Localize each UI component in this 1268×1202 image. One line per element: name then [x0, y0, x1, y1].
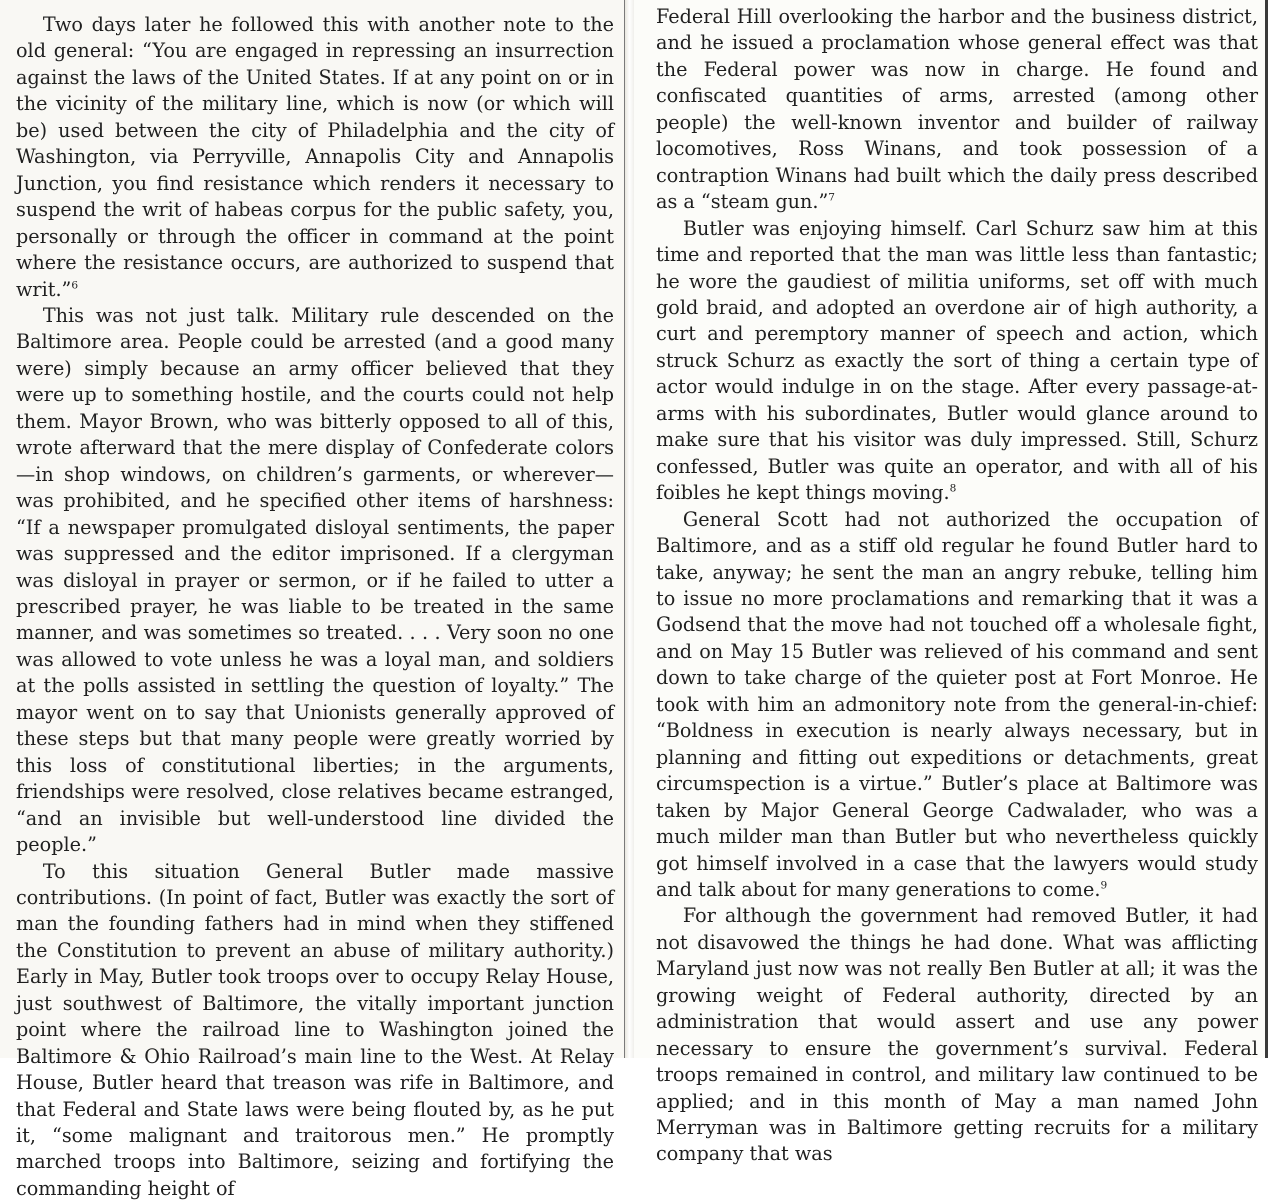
footnote-ref: 7	[828, 192, 835, 204]
paragraph-text: For although the government had removed Butler, it had not disavowed the things he had done. What was afflicting Maryland just now was not really Ben Butler at all; it was the growing weight of Federal authority, directed by an administration that would assert and use any power necessary to ensure the government’s survival. Federal troops remained in control, and military law continued to be applied; and in this month of May a man named John Merryman was in Baltimore getting recruits for a military company that was	[656, 904, 1258, 1165]
paragraph-text: This was not just talk. Military rule descended on the Baltimore area. People could be arrested (and a good many were) simply because an army officer believed that they were up to something hostile, and the courts could not help them. Mayor Brown, who was bitterly opposed to all of this, wrote afterward that the mere display of Confederate colors—in shop windows, on children’s garments, or wherever—was prohibited, and he specified other items of harshness: “If a newspaper promulgated disloyal sentiments, the paper was suppressed and the editor imprisoned. If a clergyman was disloyal in prayer or sermon, or if he failed to utter a prescribed prayer, he was liable to be treated in the same manner, and was sometimes so treated. . . . Very soon no one was allowed to vote unless he was a loyal man, and soldiers at the polls assisted in settling the question of loyalty.” The mayor went on to say that Unionists generally approved of these steps but that many people were greatly worried by this loss of constitutional liberties; in the arguments, friendships were resolved, close relatives became estranged, “and an invisible but well-understood line divided the people.”	[16, 304, 614, 856]
right-page	[634, 0, 1268, 1058]
footnote-ref: 9	[1100, 880, 1107, 892]
paragraph	[656, 507, 1258, 904]
paragraph-text: Federal Hill overlooking the harbor and the business district, and he issued a proclamation whose general effect was that the Federal power was now in charge. He found and confiscated quantities of arms, arrested (among other people) the well-known inventor and builder of railway locomotives, Ross Winans, and took possession of a contraption Winans had built which the daily press described as a “steam gun.”	[656, 5, 1258, 213]
paragraph	[16, 12, 614, 303]
paragraph-text: To this situation General Butler made massive contributions. (In point of fact, Butler was exactly the sort of man the founding fathers had in mind when they stiffened the Constitution to prevent an abuse of military authority.) Early in May, Butler took troops over to occupy Relay House, just southwest of Baltimore, the vitally important junction point where the railroad line to Washington joined the Baltimore & Ohio Railroad’s main line to the West. At Relay House, Butler heard that treason was rife in Baltimore, and that Federal and State laws were being flouted by, as he put it, “some malignant and traitorous men.” He promptly marched troops into Baltimore, seizing and fortifying the commanding height of	[16, 860, 614, 1200]
left-page	[0, 0, 626, 1058]
paragraph	[16, 859, 614, 1202]
footnote-ref: 8	[950, 483, 957, 495]
footnote-ref: 6	[71, 279, 78, 291]
paragraph-text: Butler was enjoying himself. Carl Schurz saw him at this time and reported that the man was little less than fantastic; he wore the gaudiest of militia uniforms, set off with much gold braid, and adopted an overdone air of high authority, a curt and peremptory manner of speech and action, which struck Schurz as exactly the sort of thing a certain type of actor would indulge in on the stage. After every passage-at-arms with his subordinates, Butler would glance around to make sure that his visitor was duly impressed. Still, Schurz confessed, Butler was quite an operator, and with all of his foibles he kept things moving.	[656, 217, 1258, 505]
paragraph	[16, 303, 614, 859]
paragraph-text: General Scott had not authorized the occupation of Baltimore, and as a stiff old regular he found Butler hard to take, anyway; he sent the man an angry rebuke, telling him to issue no more proclamations and remarking that it was a Godsend that the move had not touched off a wholesale fight, and on May 15 Butler was relieved of his command and sent down to take charge of the quieter post at Fort Monroe. He took with him an admonitory note from the general-in-chief: “Boldness in execution is nearly always necessary, but in planning and fitting out expeditions or detachments, great circumspection is a virtue.” Butler’s place at Baltimore was taken by Major General George Cadwalader, who was a much milder man than Butler but who nevertheless quickly got himself involved in a case that the lawyers would study and talk about for many generations to come.	[656, 508, 1258, 901]
paragraph	[656, 216, 1258, 507]
paragraph	[656, 903, 1258, 1168]
paragraph	[656, 4, 1258, 216]
paragraph-text: Two days later he followed this with another note to the old general: “You are engaged in repressing an insurrection against the laws of the United States. If at any point on or in the vicinity of the military line, which is now (or which will be) used between the city of Philadelphia and the city of Washington, via Perryville, Annapolis City and Annapolis Junction, you find resistance which renders it necessary to suspend the writ of habeas corpus for the public safety, you, personally or through the officer in command at the point where the resistance occurs, are authorized to suspend that writ.”	[16, 13, 614, 301]
